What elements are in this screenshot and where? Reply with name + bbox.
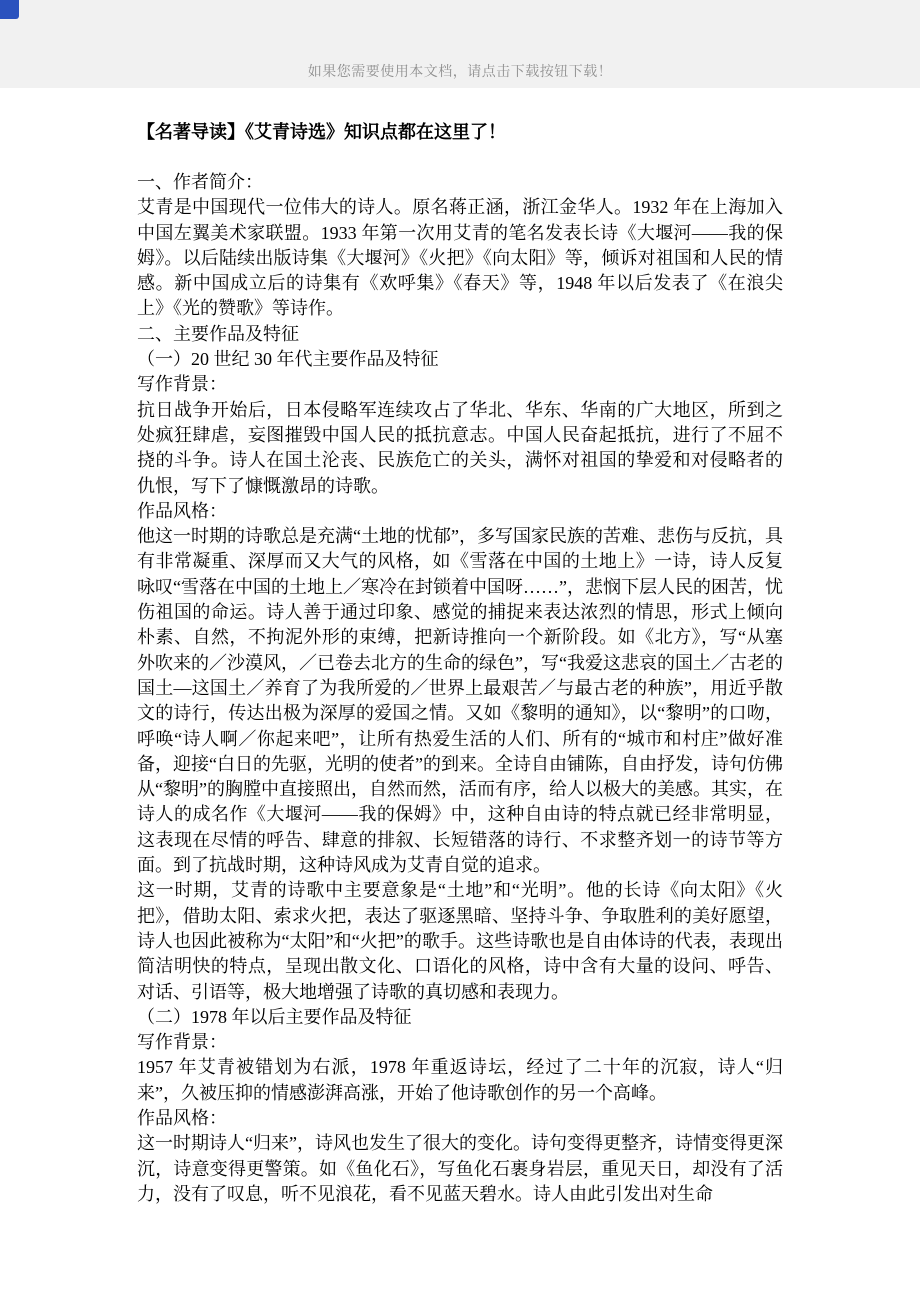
paragraph: 他这一时期的诗歌总是充满“土地的忧郁”，多写国家民族的苦难、悲伤与反抗，具有非常凝重、深厚而又大气的风格，如《雪落在中国的土地上》一诗，诗人反复咏叹“雪落在中国的土地上／寒冷在封锁着中国呀……”，悲悯下层人民的困苦，忧伤祖国的命运。诗人善于通过印象、感觉的捕捉来表达浓烈的情思，形式上倾向朴素、自然，不拘泥外形的束缚，把新诗推向一个新阶段。如《北方》，写“从塞外吹来的／沙漠风，／已卷去北方的生命的绿色”，写“我爱这悲哀的国土／古老的国土—这国土／养育了为我所爱的／世界上最艰苦／与最古老的种族”，用近乎散文的诗行，传达出极为深厚的爱国之情。又如《黎明的通知》，以“黎明”的口吻，呼唤“诗人啊／你起来吧”，让所有热爱生活的人们、所有的“城市和村庄”做好准备，迎接“白日的先驱，光明的使者”的到来。全诗自由铺陈，自由抒发，诗句仿佛从“黎明”的胸膛中直接照出，自然而然，活而有序，给人以极大的美感。其实，在诗人的成名作《大堰河——我的保姆》中，这种自由诗的特点就已经非常明显，这表现在尽情的呼告、肆意的排叙、长短错落的诗行、不求整齐划一的诗节等方面。到了抗战时期，这种诗风成为艾青自觉的追求。 <box>137 526 783 876</box>
paragraph: 写作背景： <box>137 1032 227 1053</box>
paragraph: 一、作者简介： <box>137 172 263 192</box>
paragraph: （一）20 世纪 30 年代主要作品及特征 <box>137 349 439 370</box>
paragraph: 抗日战争开始后，日本侵略军连续攻占了华北、华东、华南的广大地区，所到之处疯狂肆虐，妄图摧毁中国人民的抵抗意志。中国人民奋起抵抗，进行了不屈不挠的斗争。诗人在国土沦丧、民族危亡的关头，满怀对祖国的挚爱和对侵略者的仇恨，写下了慷慨激昂的诗歌。 <box>137 399 783 496</box>
document-body <box>137 170 783 1207</box>
paragraph: 这一时期，艾青的诗歌中主要意象是“土地”和“光明”。他的长诗《向太阳》《火把》，借助太阳、索求火把，表达了驱逐黑暗、坚持斗争、争取胜利的美好愿望，诗人也因此被称为“太阳”和“火把”的歌手。这些诗歌也是自由体诗的代表，表现出简洁明快的特点，呈现出散文化、口语化的风格，诗中含有大量的设问、呼告、对话、引语等，极大地增强了诗歌的真切感和表现力。 <box>137 880 783 1002</box>
paragraph: 这一时期诗人“归来”，诗风也发生了很大的变化。诗句变得更整齐，诗情变得更深沉，诗意变得更警策。如《鱼化石》，写鱼化石裹身岩层，重见天日，却没有了活力，没有了叹息，听不见浪花，看不见蓝天碧水。诗人由此引发出对生命 <box>137 1133 783 1204</box>
paragraph: 1957 年艾青被错划为右派，1978 年重返诗坛，经过了二十年的沉寂，诗人“归来”，久被压抑的情感澎湃高涨，开始了他诗歌创作的另一个高峰。 <box>137 1057 783 1103</box>
paragraph: 作品风格： <box>137 500 227 521</box>
download-hint-text: 如果您需要使用本文档，请点击下载按钮下载！ <box>307 65 613 80</box>
paragraph: 作品风格： <box>137 1107 227 1128</box>
paragraph: 二、主要作品及特征 <box>137 323 299 344</box>
paragraph: （二）1978 年以后主要作品及特征 <box>137 1006 412 1027</box>
corner-badge <box>0 0 19 19</box>
download-hint-bar <box>0 0 920 88</box>
paragraph: 写作背景： <box>137 374 227 395</box>
document-title: 【名著导读】《艾青诗选》知识点都在这里了！ <box>137 122 506 142</box>
document-page <box>137 88 783 1207</box>
paragraph: 艾青是中国现代一位伟大的诗人。原名蒋正涵，浙江金华人。1932 年在上海加入中国左翼美术家联盟。1933 年第一次用艾青的笔名发表长诗《大堰河——我的保姆》。以后陆续出版诗集《大堰河》《火把》《向太阳》等，倾诉对祖国和人民的情感。新中国成立后的诗集有《欢呼集》《春天》等，1948 年以后发表了《在浪尖上》《光的赞歌》等诗作。 <box>137 197 783 319</box>
